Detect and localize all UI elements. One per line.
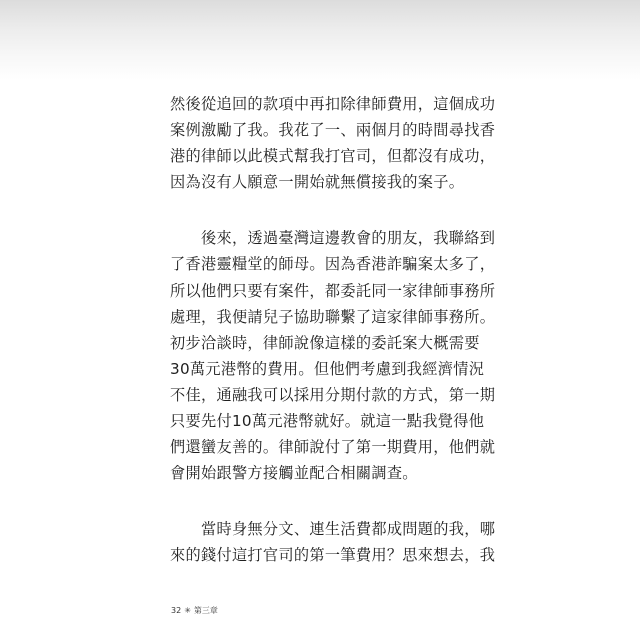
text-line: 因為沒有人願意一開始就無償接我的案子。	[170, 173, 465, 192]
text-line: 後來，透過臺灣這邊教會的朋友，我聯絡到	[170, 229, 496, 248]
text-line: 們還蠻友善的。律師說付了第一期費用，他們就	[170, 438, 496, 457]
text-line: 不佳，通融我可以採用分期付款的方式，第一期	[170, 385, 496, 404]
paragraph-3	[170, 516, 496, 568]
text-line: 了香港靈糧堂的師母。因為香港詐騙案太多了，	[170, 255, 496, 274]
paragraph-1	[170, 91, 496, 195]
text-line: 會開始跟警方接觸並配合相關調查。	[170, 464, 418, 483]
text-line: 港的律師以此模式幫我打官司，但都沒有成功，	[170, 147, 496, 166]
page-number: 32	[171, 606, 182, 615]
asterisk-icon: ✳	[184, 606, 191, 615]
text-line: 只要先付10萬元港幣就好。就這一點我覺得他	[170, 412, 485, 431]
text-line: 30萬元港幣的費用。但他們考慮到我經濟情況	[170, 359, 485, 378]
paragraph-2	[170, 225, 496, 486]
text-line: 來的錢付這打官司的第一筆費用？思來想去，我	[170, 546, 496, 565]
text-line: 然後從追回的款項中再扣除律師費用，這個成功	[170, 95, 496, 113]
text-line: 初步洽談時，律師說像這樣的委託案大概需要	[170, 333, 480, 352]
chapter-label: 第三章	[193, 606, 218, 615]
text-line: 案例激勵了我。我花了一、兩個月的時間尋找香	[170, 121, 496, 140]
text-line: 所以他們只要有案件，都委託同一家律師事務所	[170, 281, 496, 300]
body-text	[170, 91, 496, 569]
text-line: 處理，我便請兒子協助聯繫了這家律師事務所。	[170, 307, 496, 326]
page-footer	[171, 606, 218, 616]
text-line: 當時身無分文、連生活費都成問題的我，哪	[170, 520, 496, 539]
